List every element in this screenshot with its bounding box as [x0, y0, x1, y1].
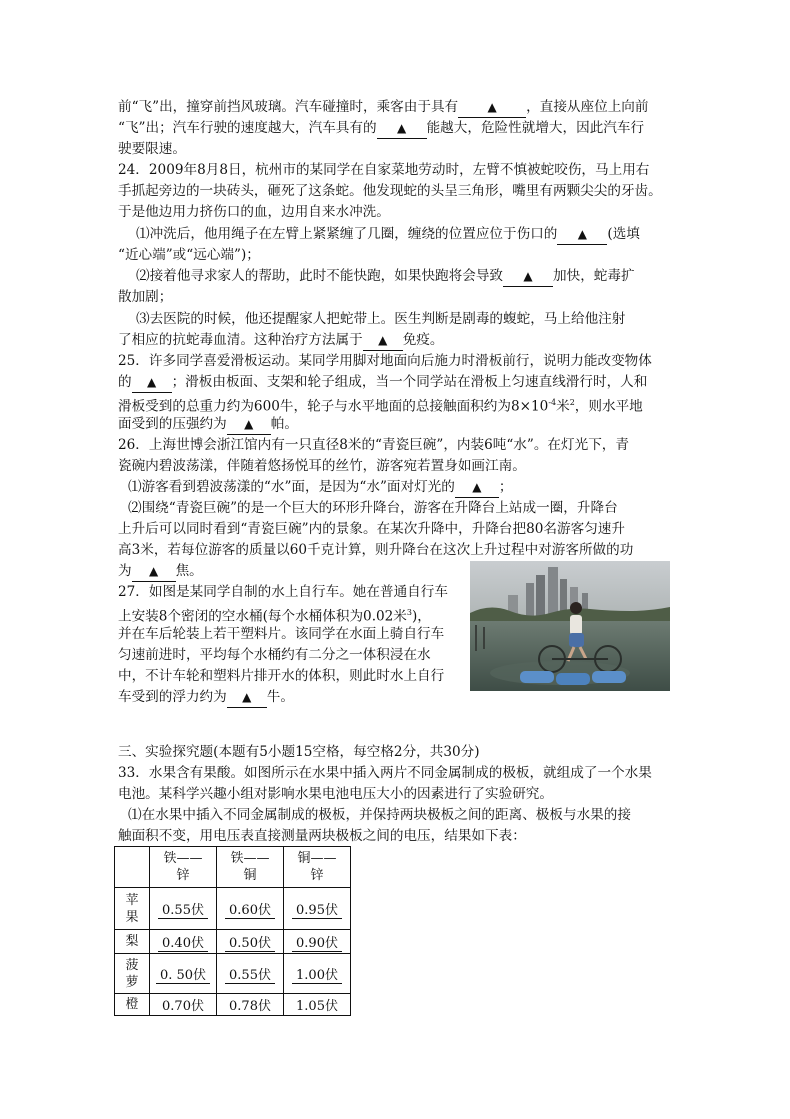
q24-line-2: 手抓起旁边的一块砖头，砸死了这条蛇。他发现蛇的头呈三角形，嘴里有两颗尖尖的牙齿。: [118, 183, 662, 199]
table-header-row: [115, 847, 351, 888]
fruit-name-cell: 苹 果: [115, 888, 150, 930]
q27-line-4: 匀速前进时，平均每个水桶约有二分之一体积浸在水: [118, 647, 431, 663]
q25-line-1: 25．许多同学喜爱滑板运动。某同学用脚对地面向后施力时滑板前行，说明力能改变物体: [118, 353, 652, 369]
voltage-cell: 0.50伏: [217, 930, 284, 954]
q24-part-3-cont: 了相应的抗蛇毒血清。这种治疗方法属于 ▲ 免疫。: [118, 330, 443, 351]
table-row: [115, 954, 351, 994]
q24-part-1-cont: “近心端”或“远心端”)；: [118, 247, 260, 263]
answer-blank: ▲: [132, 561, 176, 582]
voltage-cell: 1.00伏: [284, 954, 351, 994]
q24-line-1: 24．2009年8月8日，杭州市的某同学在自家菜地劳动时，左臂不慎被蛇咬伤，马上用右: [118, 162, 650, 178]
q33-part-1-cont: 触面积不变，用电压表直接测量两块极板之间的电压，结果如下表：: [118, 828, 526, 844]
answer-blank: ▲: [557, 224, 607, 245]
section-3-title: 三、实验探究题(本题有5小题15空格，每空格2分，共30分): [118, 744, 480, 760]
answer-blank: ▲: [458, 97, 526, 118]
answer-blank: ▲: [227, 414, 271, 435]
q24-part-1: ⑴冲洗后，他用绳子在左臂上紧紧缠了几圈，缠绕的位置应位于伤口的 ▲ (选填: [136, 224, 640, 245]
q24-line-3: 于是他边用力挤伤口的血，边用自来水冲洗。: [118, 204, 390, 220]
q23-line-1: 前“飞”出，撞穿前挡风玻璃。汽车碰撞时，乘客由于具有 ▲ ，直接从座位上向前: [118, 97, 649, 118]
fruit-name-cell: 菠 萝: [115, 954, 150, 994]
q33-line-1: 33．水果含有果酸。如图所示在水果中插入两片不同金属制成的极板，就组成了一个水果: [118, 765, 652, 781]
voltage-cell: 0.90伏: [284, 930, 351, 954]
voltage-cell: 0.78伏: [217, 994, 284, 1016]
q24-part-2-cont: 散加剧；: [118, 289, 173, 305]
table-header-cell: 铁—— 锌: [150, 847, 217, 888]
fruit-name-cell: 梨: [115, 930, 150, 954]
q25-line-4: 面受到的压强约为 ▲ 帕。: [118, 414, 298, 435]
water-bicycle-illustration: [470, 561, 670, 691]
table-header-cell: 铜—— 锌: [284, 847, 351, 888]
answer-blank: ▲: [503, 266, 553, 287]
q26-part-2-cont-1: 上升后可以同时看到“青瓷巨碗”内的景象。在某次升降中，升降台把80名游客匀速升: [118, 521, 625, 537]
fruit-name-cell: 橙: [115, 994, 150, 1016]
answer-blank: ▲: [363, 330, 403, 351]
q26-part-2: ⑵围绕“青瓷巨碗”的是一个巨大的环形升降台，游客在升降台上站成一圈，升降台: [128, 500, 618, 516]
q24-part-2: ⑵接着他寻求家人的帮助，此时不能快跑，如果快跑将会导致 ▲ 加快，蛇毒扩: [136, 266, 635, 287]
q26-line-1: 26．上海世博会浙江馆内有一只直径8米的“青瓷巨碗”，内装6吨“水”。在灯光下，青: [118, 437, 629, 453]
voltage-cell: 0.70伏: [150, 994, 217, 1016]
voltage-cell: 0.60伏: [217, 888, 284, 930]
voltage-cell: 0. 50伏: [150, 954, 217, 994]
answer-blank: ▲: [377, 118, 427, 139]
q27-line-6: 车受到的浮力约为 ▲ 牛。: [118, 687, 294, 708]
q27-line-2: 上安装8个密闭的空水桶(每个水桶体积为0.02米$^3$)，: [118, 608, 431, 625]
voltage-cell: 0.40伏: [150, 930, 217, 954]
q27-line-3: 并在车后轮装上若干塑料片。该同学在水面上骑自行车: [118, 626, 445, 642]
voltage-cell: 1.05伏: [284, 994, 351, 1016]
voltage-cell: 0.55伏: [217, 954, 284, 994]
q23-line-3: 驶要限速。: [118, 141, 186, 157]
q33-line-2: 电池。某科学兴趣小组对影响水果电池电压大小的因素进行了实验研究。: [118, 786, 553, 802]
q26-line-2: 瓷碗内碧波荡漾，伴随着悠扬悦耳的丝竹，游客宛若置身如画江南。: [118, 458, 526, 474]
table-row: [115, 994, 351, 1016]
water-bicycle-photo: [470, 561, 670, 691]
fruit-battery-voltage-table: [114, 846, 351, 1016]
q26-part-2-cont-3: 为 ▲ 焦。: [118, 561, 203, 582]
q26-part-1: ⑴游客看到碧波荡漾的“水”面，是因为“水”面对灯光的 ▲ ；: [128, 477, 512, 498]
table-header-cell: 铁—— 铜: [217, 847, 284, 888]
table-row: [115, 888, 351, 930]
q24-part-3: ⑶去医院的时候，他还提醒家人把蛇带上。医生判断是剧毒的蝮蛇，马上给他注射: [136, 311, 626, 327]
q27-line-1: 27．如图是某同学自制的水上自行车。她在普通自行车: [118, 584, 448, 600]
voltage-cell: 0.95伏: [284, 888, 351, 930]
table-corner-cell: [115, 847, 150, 888]
q23-line-2: “飞”出；汽车行驶的速度越大，汽车具有的 ▲ 能越大，危险性就增大，因此汽车行: [118, 118, 644, 139]
q26-part-2-cont-2: 高3米，若每位游客的质量以60千克计算，则升降台在这次上升过程中对游客所做的功: [118, 542, 634, 558]
q27-line-5: 中，不计车轮和塑料片排开水的体积，则此时水上自行: [118, 668, 445, 684]
voltage-cell: 0.55伏: [150, 888, 217, 930]
table-row: [115, 930, 351, 954]
answer-blank: ▲: [132, 372, 172, 393]
answer-blank: ▲: [227, 687, 267, 708]
q33-part-1: ⑴在水果中插入不同金属制成的极板，并保持两块极板之间的距离、极板与水果的接: [128, 807, 631, 823]
answer-blank: ▲: [455, 477, 499, 498]
q25-line-2: 的 ▲ ；滑板由板面、支架和轮子组成，当一个同学站在滑板上匀速直线滑行时，人和: [118, 372, 647, 393]
q25-line-3: 滑板受到的总重力约为600牛，轮子与水平地面的总接触面积约为$8\times 10^{-4}$米$^2$，则水平地: [118, 398, 643, 415]
